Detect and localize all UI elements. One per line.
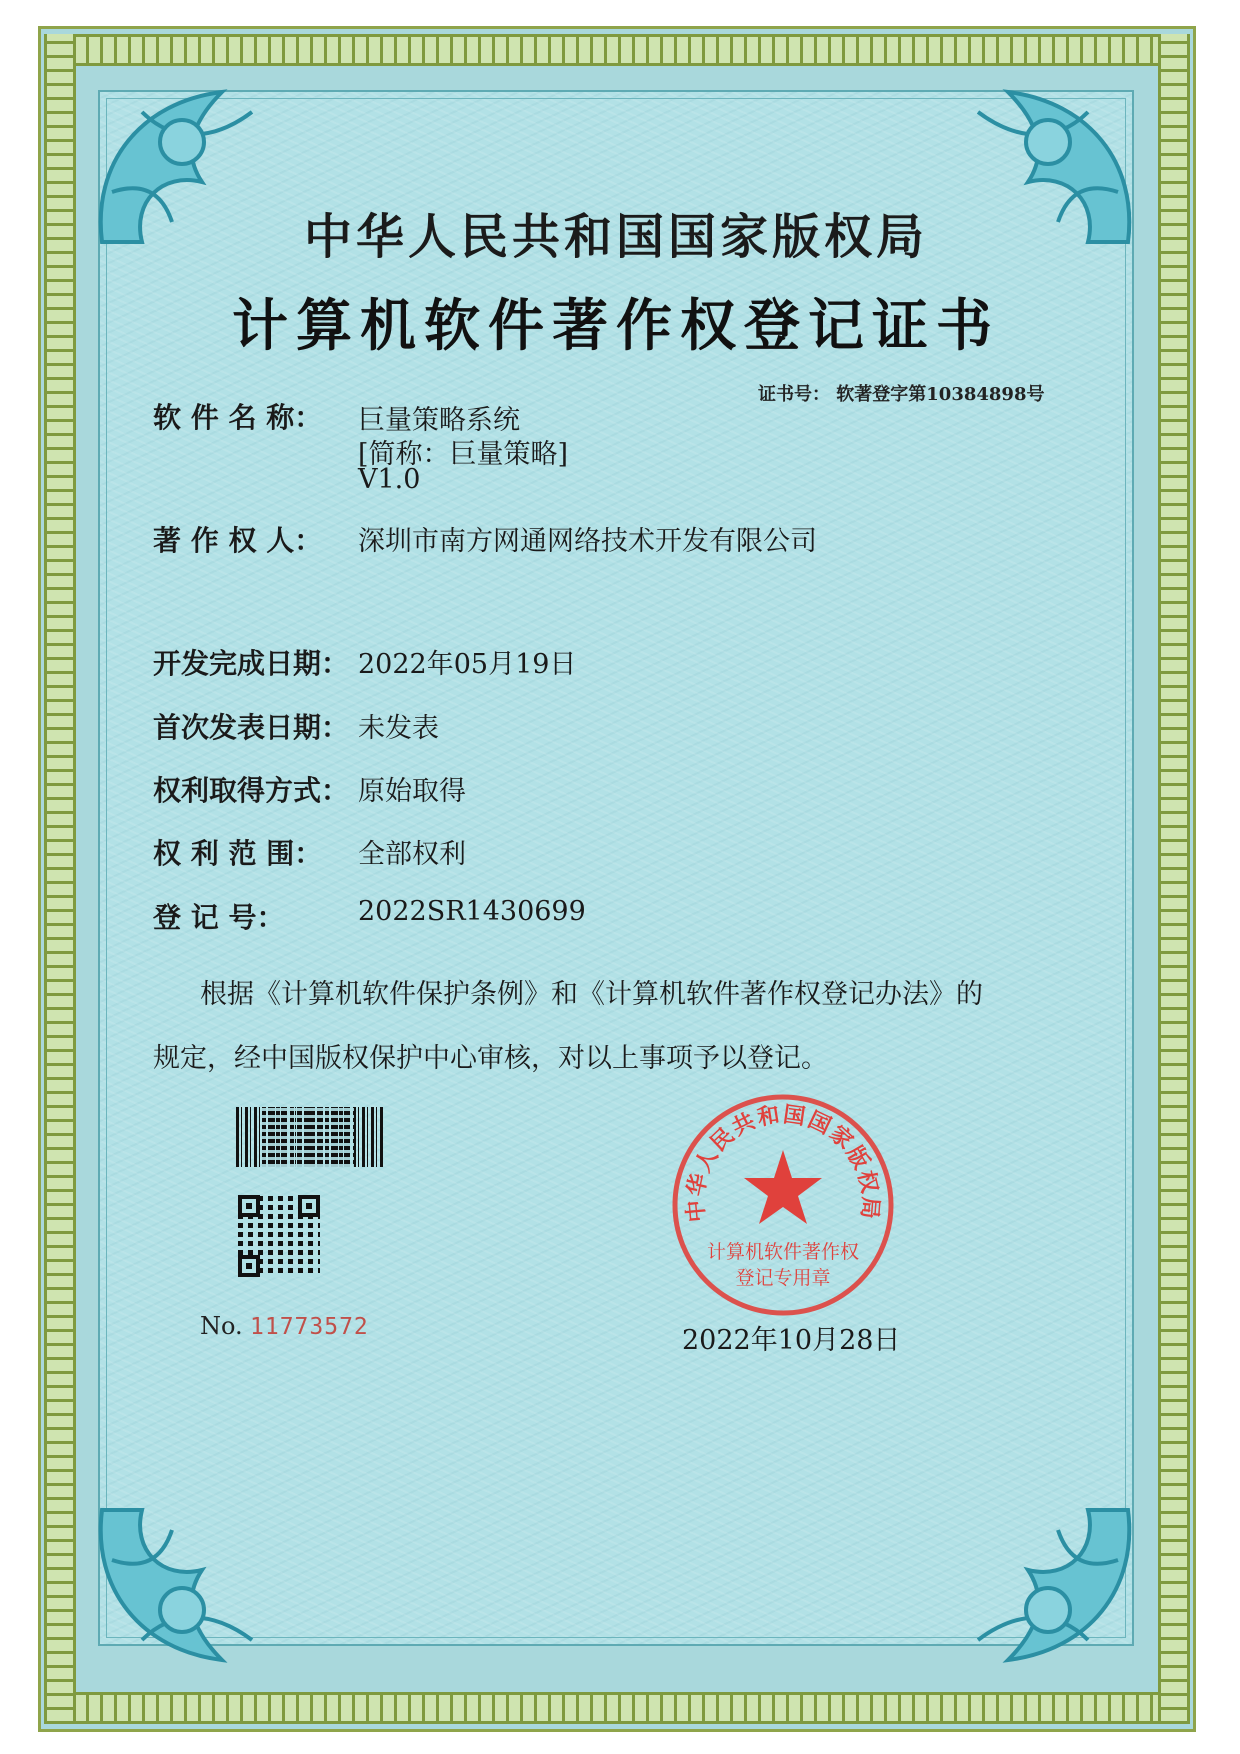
field-value-rights-scope: 全部权利 [358, 839, 466, 870]
serial-label: No. [200, 1312, 243, 1340]
field-label-completion-date: 开发完成日期： [153, 647, 350, 680]
seal-inner-line-1: 计算机软件著作权 [706, 1242, 860, 1263]
statement-line-1: 根据《计算机软件保护条例》和《计算机软件著作权登记办法》的 [200, 979, 983, 1010]
qr-code-image [238, 1195, 320, 1277]
greek-border-bottom [44, 1692, 1190, 1724]
field-value-software-name: 巨量策略系统 [358, 405, 520, 436]
statement-line-2: 规定，经中国版权保护中心审核，对以上事项予以登记。 [153, 1043, 828, 1074]
field-label-acquisition-method: 权利取得方式： [153, 774, 350, 807]
field-label-first-publish-date: 首次发表日期： [153, 711, 350, 744]
field-value-acquisition-method: 原始取得 [358, 776, 466, 807]
barcode-image [236, 1107, 384, 1167]
field-value-registration-number: 2022SR1430699 [358, 896, 586, 927]
corner-ornament-bottom-right [938, 1490, 1148, 1680]
field-value-first-publish-date: 未发表 [358, 713, 439, 744]
field-value-copyright-owner: 深圳市南方网通网络技术开发有限公司 [358, 526, 817, 557]
greek-border-top [44, 34, 1190, 66]
seal-inner-line-2: 登记专用章 [735, 1268, 831, 1289]
field-label-registration-number: 登 记 号： [153, 901, 285, 934]
field-label-copyright-owner: 著 作 权 人： [153, 524, 323, 557]
corner-ornament-bottom-left [82, 1490, 292, 1680]
seal-star-icon [744, 1150, 822, 1224]
certificate-number-label: 证书号： [758, 384, 830, 405]
field-value-software-version: V1.0 [358, 464, 421, 495]
certificate-number [758, 380, 1044, 406]
field-value-software-short-name: [简称：巨量策略] [358, 439, 569, 470]
serial-number: 11773572 [250, 1314, 369, 1340]
certificate-number-value: 软著登字第10384898号 [836, 384, 1045, 405]
field-value-completion-date: 2022年05月19日 [358, 649, 577, 680]
certificate-page [18, 12, 1214, 1744]
certificate-title: 计算机软件著作权登记证书 [232, 293, 1000, 359]
issuing-authority: 中华人民共和国国家版权局 [303, 209, 928, 265]
official-seal [668, 1090, 898, 1320]
field-label-rights-scope: 权 利 范 围： [153, 837, 323, 870]
seal-outer-text: 中华人民共和国国家版权局 [682, 1101, 884, 1224]
field-label-software-name: 软 件 名 称： [153, 401, 323, 434]
issue-date: 2022年10月28日 [682, 1325, 901, 1356]
